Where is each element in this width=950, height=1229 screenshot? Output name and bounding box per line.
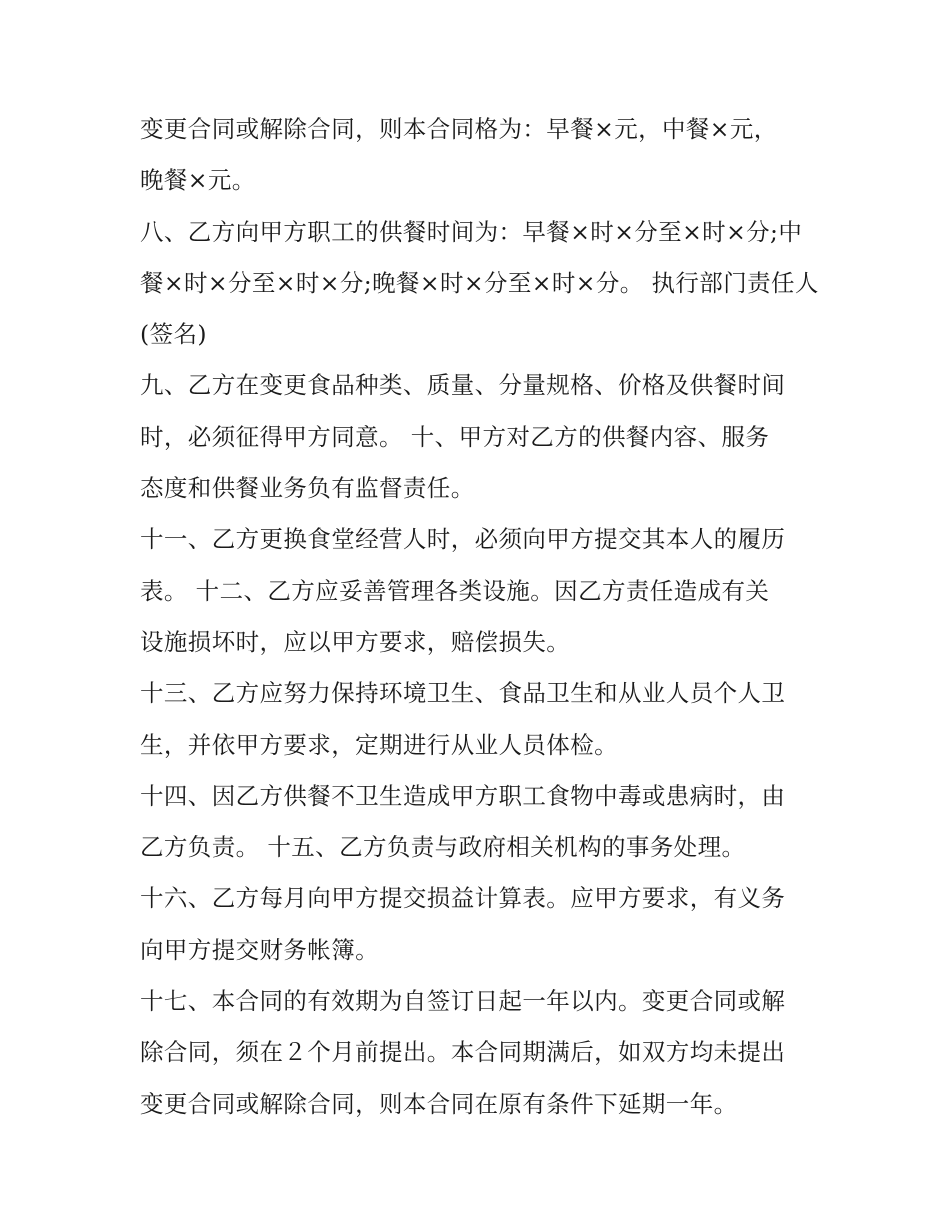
text-line: 表。 十二、乙方应妥善管理各类设施。因乙方责任造成有关 — [140, 576, 770, 605]
paragraph-price-continuation — [140, 104, 820, 207]
text-line: 十一、乙方更换食堂经营人时，必须向甲方提交其本人的履历 — [140, 525, 786, 554]
text-line: 十三、乙方应努力保持环境卫生、食品卫生和从业人员个人卫 — [140, 679, 786, 708]
text-line: 设施损坏时，应以甲方要求，赔偿损失。 — [140, 627, 571, 656]
text-line: 变更合同或解除合同，则本合同格为：早餐×元，中餐×元， — [140, 115, 778, 143]
text-line: 乙方负责。 十五、乙方负责与政府相关机构的事务处理。 — [140, 833, 746, 862]
text-line: 十四、因乙方供餐不卫生造成甲方职工食物中毒或患病时，由 — [140, 781, 786, 810]
paragraph-clause-11-12 — [140, 514, 820, 668]
text-line: 十六、乙方每月向甲方提交损益计算表。应甲方要求，有义务 — [140, 884, 786, 913]
text-line: 生，并依甲方要求，定期进行从业人员体检。 — [140, 730, 618, 759]
text-line: 时，必须征得甲方同意。 十、甲方对乙方的供餐内容、服务 — [140, 422, 770, 451]
paragraph-clause-14-15 — [140, 771, 820, 874]
paragraph-clause-9-10 — [140, 360, 820, 514]
text-line: 八、乙方向甲方职工的供餐时间为：早餐×时×分至×时×分;中 — [140, 217, 803, 246]
text-line: 十七、本合同的有效期为自签订日起一年以内。变更合同或解 — [140, 987, 786, 1016]
text-line: 除合同，须在２个月前提出。本合同期满后，如双方均未提出 — [140, 1038, 786, 1067]
text-line: 向甲方提交财务帐簿。 — [140, 935, 379, 964]
document-body — [140, 104, 820, 1130]
paragraph-clause-8 — [140, 207, 820, 361]
text-line: 态度和供餐业务负有监督责任。 — [140, 474, 475, 503]
paragraph-clause-13 — [140, 668, 820, 771]
text-line: 变更合同或解除合同，则本合同在原有条件下延期一年。 — [140, 1089, 738, 1118]
paragraph-clause-17 — [140, 976, 820, 1130]
text-line: 九、乙方在变更食品种类、质量、分量规格、价格及供餐时间 — [140, 371, 786, 400]
text-line: 餐×时×分至×时×分;晚餐×时×分至×时×分。 执行部门责任人 — [140, 268, 819, 297]
text-line: (签名) — [140, 320, 207, 349]
text-line: 晚餐×元。 — [140, 166, 256, 195]
paragraph-clause-16 — [140, 873, 820, 976]
